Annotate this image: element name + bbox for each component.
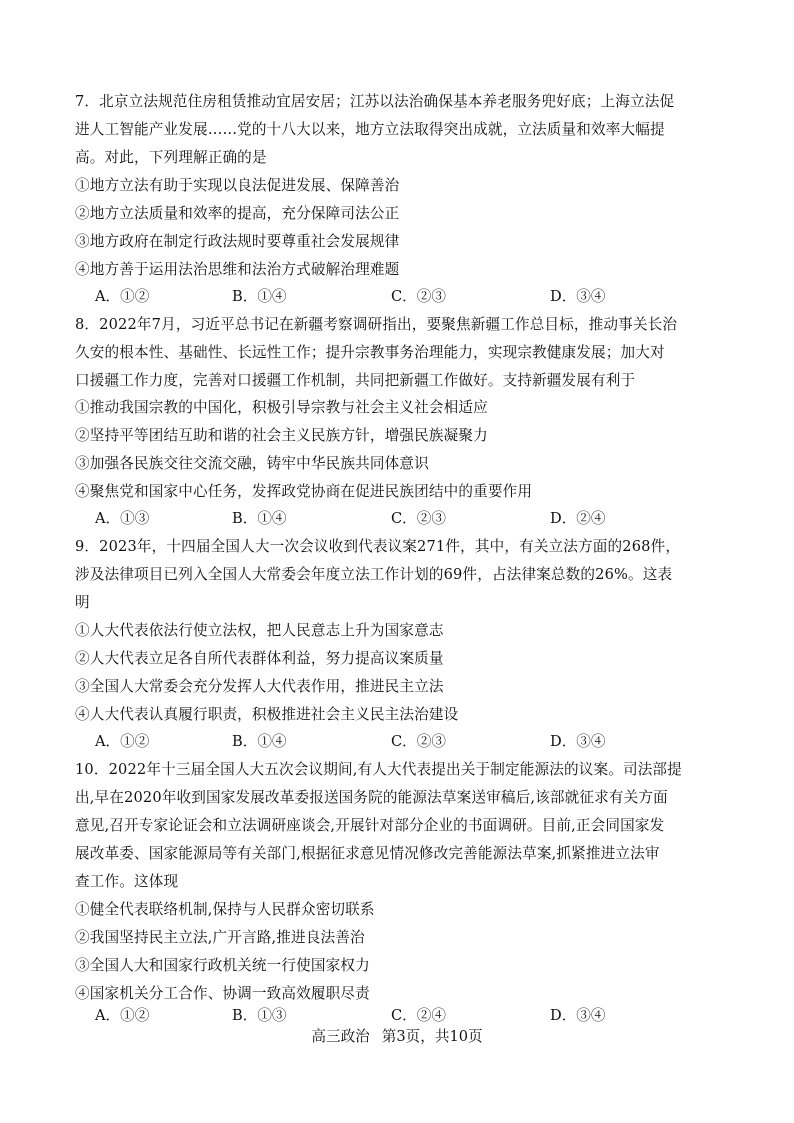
option-d: D．③④ xyxy=(550,288,606,305)
question-stem-line: 口援疆工作力度，完善对口援疆工作机制，共同把新疆工作做好。支持新疆发展有利于 xyxy=(75,372,636,389)
question-stem-line: 展改革委、国家能源局等有关部门,根据征求意见情况修改完善能源法草案,抓紧推进立法审 xyxy=(75,845,660,862)
question-stem-line: 出,早在2020年收到国家发展改革委报送国务院的能源法草案送审稿后,该部就征求有关方面 xyxy=(75,789,668,806)
option-b: B．①④ xyxy=(232,510,287,527)
question-stem-line: 意见,召开专家论证会和立法调研座谈会,开展针对部分企业的书面调研。目前,正会同国家发 xyxy=(75,817,665,834)
question-stem-line: 明 xyxy=(75,594,90,611)
option-d: D．②④ xyxy=(550,510,606,527)
statement-item: ②坚持平等团结互助和谐的社会主义民族方针，增强民族凝聚力 xyxy=(75,427,488,444)
option-d: D．③④ xyxy=(550,733,606,750)
option-b: B．①③ xyxy=(232,1007,287,1024)
statement-item: ④人大代表认真履行职责，积极推进社会主义民主法治建设 xyxy=(75,706,459,723)
statement-item: ③全国人大和国家行政机关统一行使国家权力 xyxy=(75,957,370,974)
statement-item: ①地方立法有助于实现以良法促进发展、保障善治 xyxy=(75,177,400,194)
option-a: A．①② xyxy=(95,733,150,750)
statement-item: ①健全代表联络机制,保持与人民群众密切联系 xyxy=(75,901,375,918)
statement-item: ③地方政府在制定行政法规时要尊重社会发展规律 xyxy=(75,233,400,250)
statement-item: ①人大代表依法行使立法权，把人民意志上升为国家意志 xyxy=(75,622,444,639)
statement-item: ③全国人大常委会充分发挥人大代表作用，推进民主立法 xyxy=(75,678,444,695)
option-c: C．②③ xyxy=(391,733,446,750)
answer-options xyxy=(95,509,715,529)
answer-options xyxy=(95,732,715,752)
question-stem-line: 查工作。这体现 xyxy=(75,873,179,890)
question-stem-line: 10．2022年十三届全国人大五次会议期间,有人大代表提出关于制定能源法的议案。司法部提 xyxy=(75,761,682,778)
option-c: C．②④ xyxy=(391,1007,446,1024)
answer-options xyxy=(95,1006,715,1026)
statement-item: ④聚焦党和国家中心任务，发挥政党协商在促进民族团结中的重要作用 xyxy=(75,483,533,500)
statement-item: ②地方立法质量和效率的提高，充分保障司法公正 xyxy=(75,205,400,222)
option-a: A．①② xyxy=(95,1007,150,1024)
answer-options xyxy=(95,287,715,307)
footer-page-info: 第3页，共10页 xyxy=(381,1028,483,1045)
page-footer xyxy=(0,1027,794,1047)
question-stem-line: 7．北京立法规范住房租赁推动宜居安居；江苏以法治确保基本养老服务兜好底；上海立法促 xyxy=(75,93,675,110)
option-c: C．②③ xyxy=(391,288,446,305)
statement-item: ②我国坚持民主立法,广开言路,推进良法善治 xyxy=(75,929,365,946)
statement-item: ④国家机关分工合作、协调一致高效履职尽责 xyxy=(75,985,370,1002)
question-stem-line: 久安的根本性、基础性、长远性工作；提升宗教事务治理能力，实现宗教健康发展；加大对 xyxy=(75,344,665,361)
question-stem-line: 9．2023年，十四届全国人大一次会议收到代表议案271件，其中，有关立法方面的268件， xyxy=(75,538,681,555)
option-c: C．②③ xyxy=(391,510,446,527)
option-b: B．①④ xyxy=(232,288,287,305)
option-b: B．①④ xyxy=(232,733,287,750)
option-a: A．①② xyxy=(95,288,150,305)
question-stem-line: 涉及法律项目已列入全国人大常委会年度立法工作计划的69件，占法律案总数的26%。这表 xyxy=(75,566,673,583)
question-stem-line: 高。对此，下列理解正确的是 xyxy=(75,149,267,166)
option-d: D．③④ xyxy=(550,1007,606,1024)
question-stem-line: 进人工智能产业发展……党的十八大以来，地方立法取得突出成就，立法质量和效率大幅提 xyxy=(75,121,665,138)
statement-item: ①推动我国宗教的中国化，积极引导宗教与社会主义社会相适应 xyxy=(75,399,488,416)
question-stem-line: 8．2022年7月，习近平总书记在新疆考察调研指出，要聚焦新疆工作总目标，推动事关长治 xyxy=(75,316,678,333)
footer-subject: 高三政治 xyxy=(311,1028,370,1045)
statement-item: ②人大代表立足各自所代表群体利益，努力提高议案质量 xyxy=(75,650,444,667)
statement-item: ④地方善于运用法治思维和法治方式破解治理难题 xyxy=(75,261,400,278)
statement-item: ③加强各民族交往交流交融，铸牢中华民族共同体意识 xyxy=(75,455,429,472)
option-a: A．①③ xyxy=(95,510,150,527)
